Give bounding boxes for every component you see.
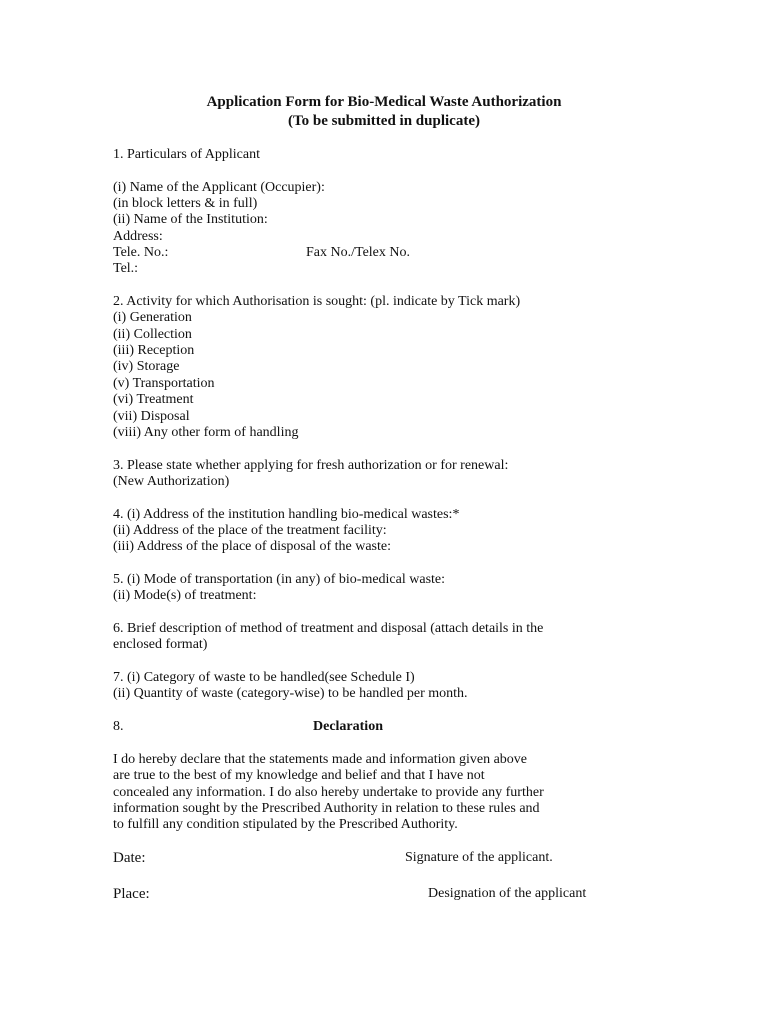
place-label: Place: [113, 886, 150, 902]
signature-label: Signature of the applicant. [405, 850, 553, 865]
block-letters-note: (in block letters & in full) [113, 196, 258, 211]
activity-item: (ii) Collection [113, 327, 192, 342]
section-4-line-2: (ii) Address of the place of the treatment facility: [113, 523, 387, 538]
designation-label: Designation of the applicant [428, 886, 587, 901]
activity-item: (i) Generation [113, 310, 192, 325]
tele-no-label: Tele. No.: [113, 245, 169, 260]
section-3-answer: (New Authorization) [113, 474, 230, 489]
fax-no-label: Fax No./Telex No. [306, 245, 411, 260]
declaration-text: I do hereby declare that the statements made and information given above [113, 752, 528, 767]
activity-item: (iv) Storage [113, 359, 180, 374]
applicant-name-label: (i) Name of the Applicant (Occupier): [113, 180, 325, 195]
section-2-heading: 2. Activity for which Authorisation is sought: (pl. indicate by Tick mark) [113, 294, 521, 309]
declaration-text: to fulfill any condition stipulated by the Prescribed Authority. [113, 817, 458, 832]
activity-item: (vi) Treatment [113, 392, 194, 407]
section-7-line-1: 7. (i) Category of waste to be handled(see Schedule I) [113, 670, 415, 685]
declaration-text: are true to the best of my knowledge and belief and that I have not [113, 768, 485, 783]
activity-item: (vii) Disposal [113, 409, 190, 424]
address-label: Address: [113, 229, 163, 244]
tel-label: Tel.: [113, 261, 139, 276]
section-5-line-1: 5. (i) Mode of transportation (in any) of bio-medical waste: [113, 572, 446, 587]
date-label: Date: [113, 850, 146, 866]
section-8-number: 8. [113, 719, 124, 734]
form-subtitle: (To be submitted in duplicate) [288, 113, 480, 129]
activity-item: (iii) Reception [113, 343, 195, 358]
declaration-text: concealed any information. I do also hereby undertake to provide any further [113, 785, 544, 800]
activity-item: (viii) Any other form of handling [113, 425, 299, 440]
section-3-question: 3. Please state whether applying for fresh authorization or for renewal: [113, 458, 509, 473]
section-6-line-1: 6. Brief description of method of treatment and disposal (attach details in the [113, 621, 544, 636]
section-6-line-2: enclosed format) [113, 637, 208, 652]
form-title: Application Form for Bio-Medical Waste Authorization [206, 94, 562, 110]
declaration-text: information sought by the Prescribed Authority in relation to these rules and [113, 801, 540, 816]
activity-item: (v) Transportation [113, 376, 215, 391]
section-1-heading: 1. Particulars of Applicant [113, 147, 260, 162]
section-7-line-2: (ii) Quantity of waste (category-wise) to be handled per month. [113, 686, 468, 701]
section-5-line-2: (ii) Mode(s) of treatment: [113, 588, 257, 603]
section-4-line-1: 4. (i) Address of the institution handling bio-medical wastes:* [113, 507, 460, 522]
section-4-line-3: (iii) Address of the place of disposal of the waste: [113, 539, 391, 554]
declaration-heading: Declaration [313, 719, 383, 734]
institution-name-label: (ii) Name of the Institution: [113, 212, 268, 227]
